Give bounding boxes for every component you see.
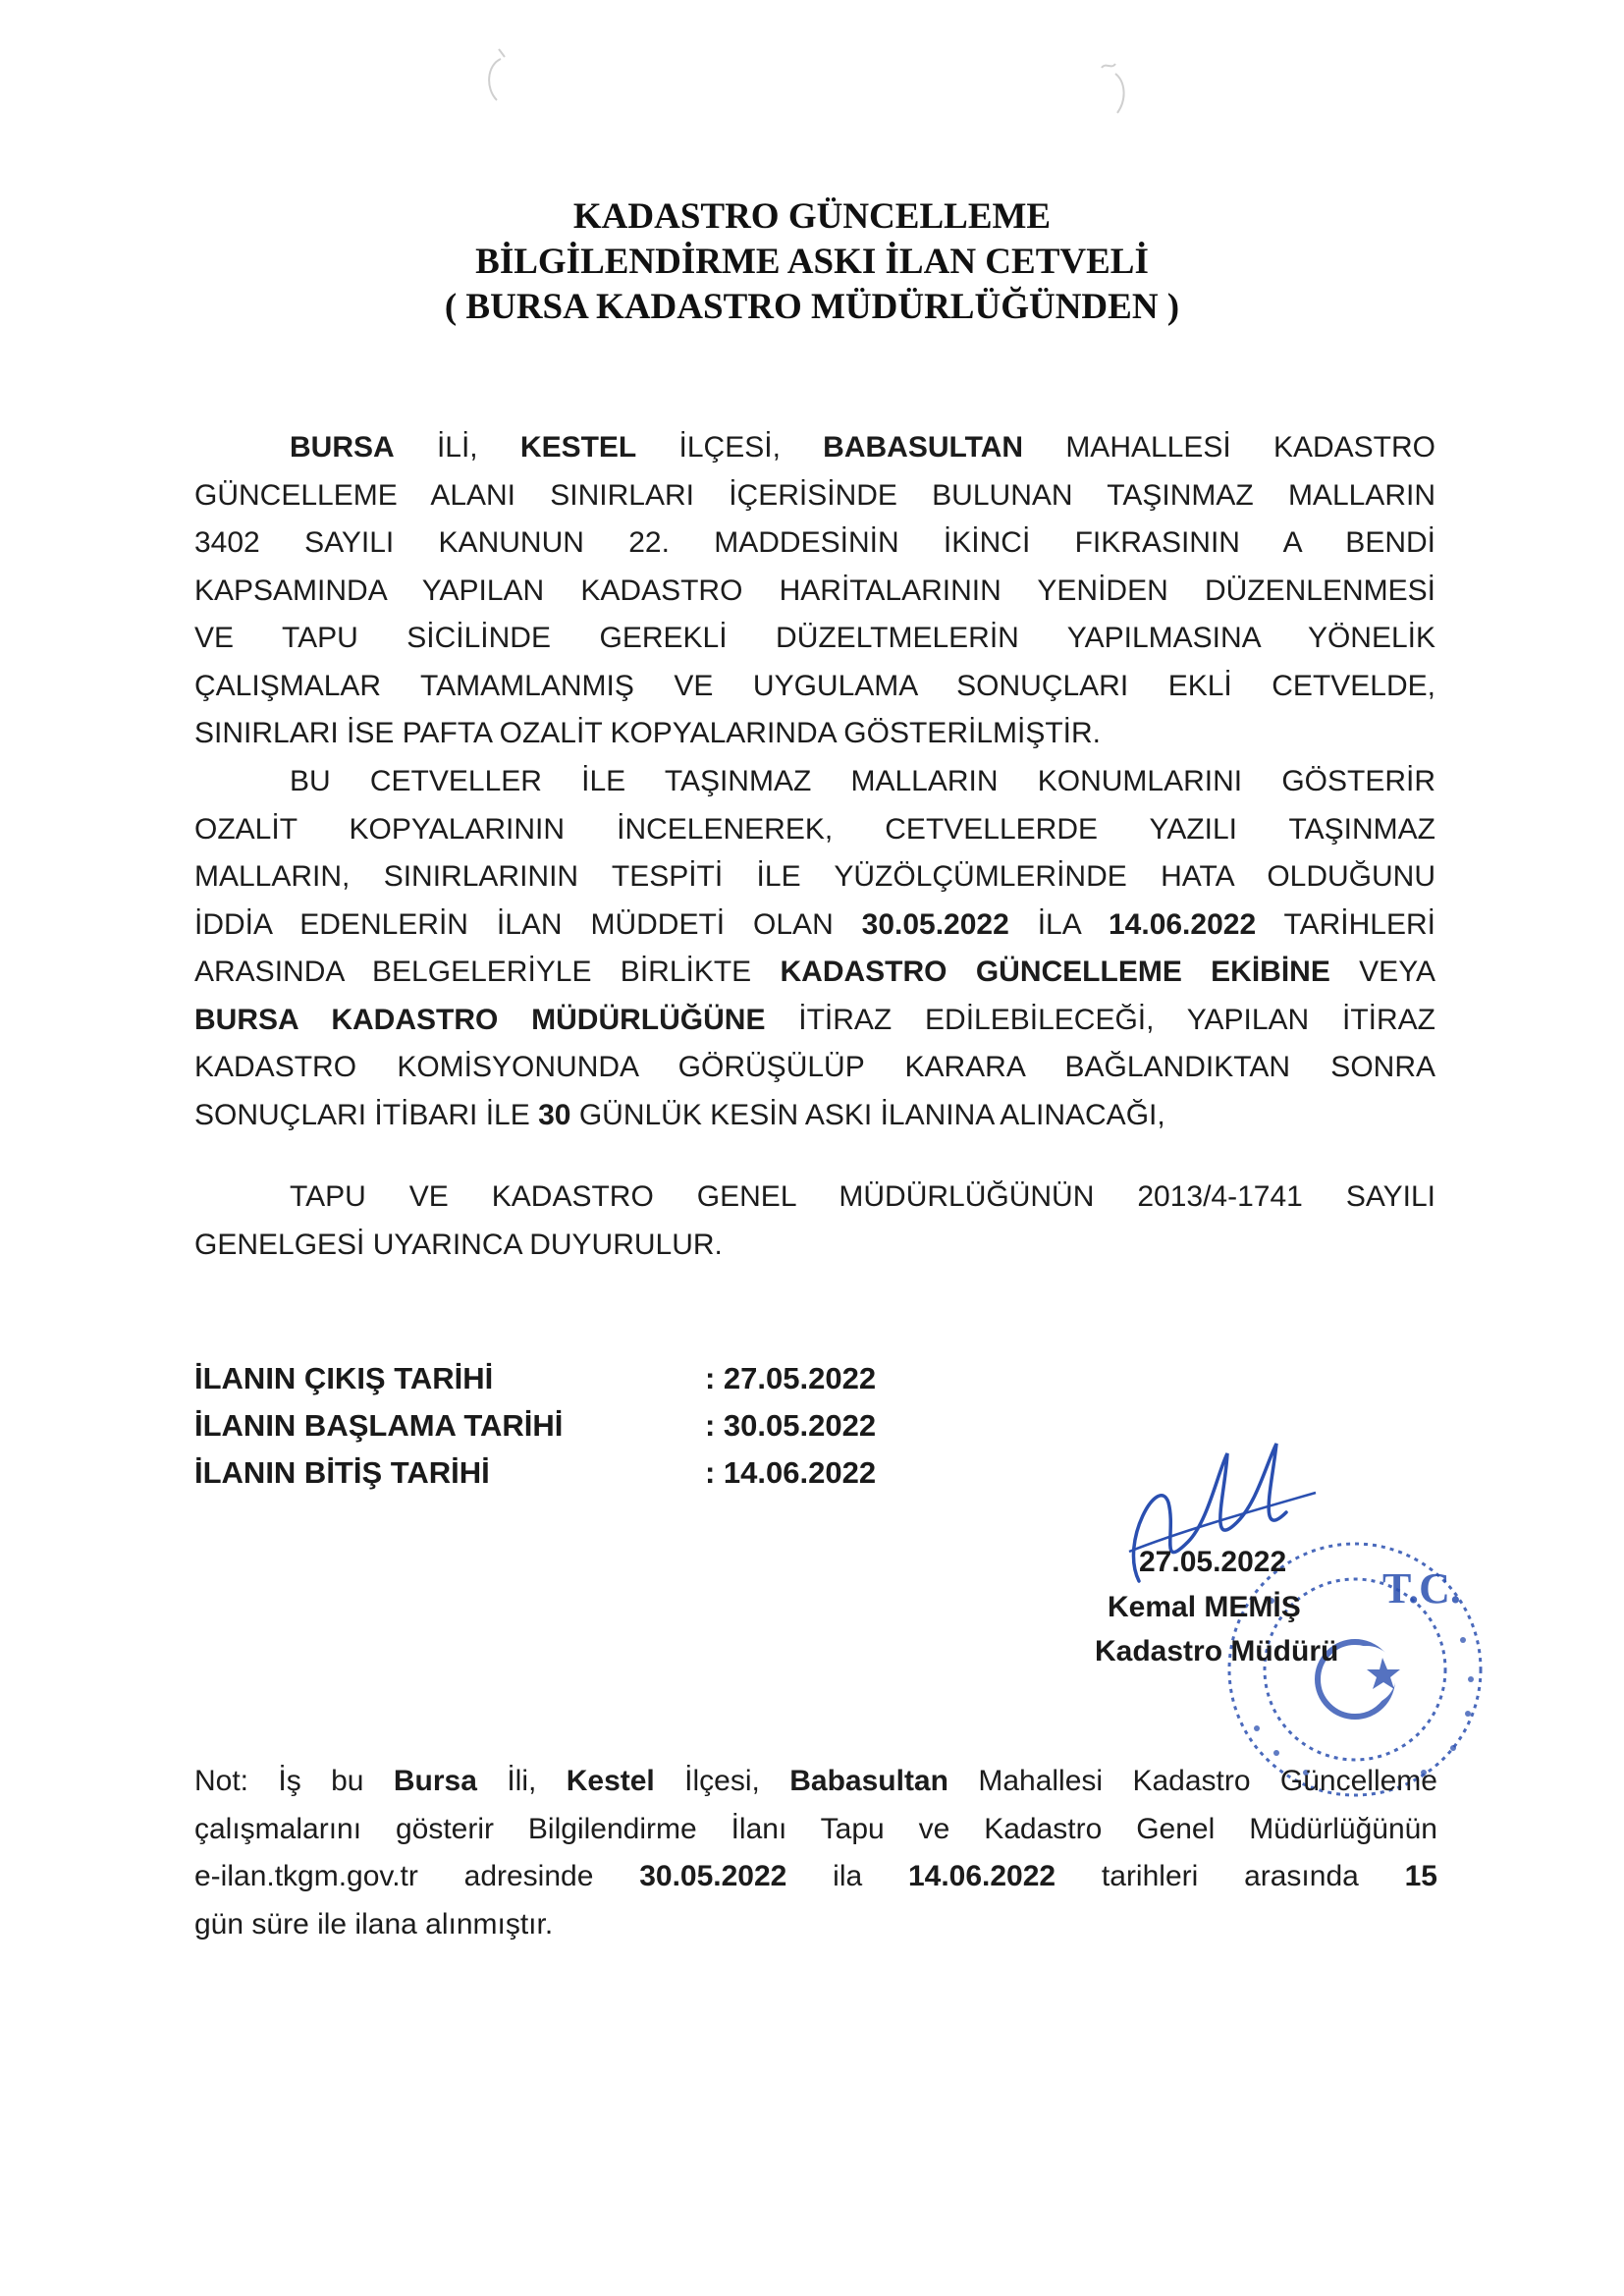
note-line: e-ilan.tkgm.gov.tr adresinde 30.05.2022 ila 14.06.2022 tarihleri arasında 15 [194,1860,1437,1892]
paragraph-line: SONUÇLARI İTİBARI İLE 30 GÜNLÜK KESİN ASKI İLANINA ALINACAĞI, [194,1098,1165,1131]
paragraph-line: KAPSAMINDA YAPILAN KADASTRO HARİTALARININ YENİDEN DÜZENLENMESİ [194,574,1435,607]
paragraph-line: 3402 SAYILI KANUNUN 22. MADDESİNİN İKİNCİ FIKRASININ A BENDİ [194,526,1435,559]
note-il: Bursa [393,1765,477,1797]
directorate-name: BURSA KADASTRO MÜDÜRLÜĞÜNE [194,1003,766,1036]
stamp-text: T.C. [1382,1564,1461,1613]
note-ilce: Kestel [566,1765,655,1797]
paragraph-line: BURSA İLİ, KESTEL İLÇESİ, BABASULTAN MAHALLESİ KADASTRO [290,431,1435,464]
paragraph-line: KADASTRO KOMİSYONUNDA GÖRÜŞÜLÜP KARARA BAĞLANDIKTAN SONRA [194,1051,1435,1083]
paragraph-line: MALLARIN, SINIRLARININ TESPİTİ İLE YÜZÖLÇÜMLERİNDE HATA OLDUĞUNU [194,860,1435,893]
note-days: 15 [1404,1860,1437,1892]
signatory-name: Kemal MEMİŞ [1108,1591,1301,1623]
date-value: : 14.06.2022 [705,1455,877,1490]
date-label: İLANIN BİTİŞ TARİHİ [194,1455,490,1490]
paragraph-line: ÇALIŞMALAR TAMAMLANMIŞ VE UYGULAMA SONUÇLARI EKLİ CETVELDE, [194,669,1435,702]
date-value: : 27.05.2022 [705,1361,877,1395]
team-name: KADASTRO GÜNCELLEME EKİBİNE [780,956,1330,988]
note-paragraph [194,1758,1437,1948]
signatory-title: Kadastro Müdürü [1095,1635,1339,1667]
objection-end-date: 14.06.2022 [1108,907,1257,941]
paragraph-line: İDDİA EDENLERİN İLAN MÜDDETİ OLAN 30.05.2022 İLA 14.06.2022 TARİHLERİ [194,907,1435,941]
paragraph-line: OZALİT KOPYALARININ İNCELENEREK, CETVELLERDE YAZILI TAŞINMAZ [194,812,1435,846]
date-label: İLANIN BAŞLAMA TARİHİ [194,1408,564,1443]
paragraph-line: BU CETVELLER İLE TAŞINMAZ MALLARIN KONUMLARINI GÖSTERİR [290,765,1435,797]
paragraph-line: ARASINDA BELGELERİYLE BİRLİKTE KADASTRO GÜNCELLEME EKİBİNE VEYA [194,956,1435,988]
document-title [0,194,1624,330]
notice-dates [194,1355,941,1497]
punch-hole-mark-right [1088,54,1147,123]
date-row-issue [194,1355,941,1402]
paragraph-circular [194,1174,1435,1269]
punch-hole-mark-left [471,39,530,108]
note-line: gün süre ile ilana alınmıştır. [194,1907,554,1941]
paragraph-line: BURSA KADASTRO MÜDÜRLÜĞÜNE İTİRAZ EDİLEBİLECEĞİ, YAPILAN İTİRAZ [194,1003,1435,1036]
paragraph-line: GENELGESİ UYARINCA DUYURULUR. [194,1228,723,1261]
objection-start-date: 30.05.2022 [861,907,1009,941]
title-line-2: BİLGİLENDİRME ASKI İLAN CETVELİ [475,242,1149,282]
date-label: İLANIN ÇIKIŞ TARİHİ [194,1361,494,1395]
date-value: : 30.05.2022 [705,1408,877,1443]
paragraph-line: GÜNCELLEME ALANI SINIRLARI İÇERİSİNDE BULUNAN TAŞINMAZ MALLARIN [194,478,1435,512]
paragraph-announcement [194,424,1435,758]
mahalle-name: BABASULTAN [823,431,1024,464]
note-start-date: 30.05.2022 [639,1860,787,1892]
paragraph-objection [194,758,1435,1139]
ilce-name: KESTEL [519,431,637,464]
note-line: Not: İş bu Bursa İli, Kestel İlçesi, Babasultan Mahallesi Kadastro Güncelleme [194,1765,1437,1797]
paragraph-line: VE TAPU SİCİLİNDE GEREKLİ DÜZELTMELERİN YAPILMASINA YÖNELİK [194,622,1435,654]
paragraph-line: SINIRLARI İSE PAFTA OZALİT KOPYALARINDA GÖSTERİLMİŞTİR. [194,717,1101,749]
il-name: BURSA [290,431,395,464]
title-line-3: ( BURSA KADASTRO MÜDÜRLÜĞÜNDEN ) [444,287,1180,327]
note-line: çalışmalarını gösterir Bilgilendirme İlanı Tapu ve Kadastro Genel Müdürlüğünün [194,1812,1437,1845]
date-row-end [194,1449,941,1497]
note-mahalle: Babasultan [789,1765,948,1797]
signature-date: 27.05.2022 [1139,1546,1287,1578]
paragraph-line: TAPU VE KADASTRO GENEL MÜDÜRLÜĞÜNÜN 2013/4-1741 SAYILI [290,1180,1435,1213]
date-row-start [194,1402,941,1449]
title-line-1: KADASTRO GÜNCELLEME [572,196,1052,237]
note-end-date: 14.06.2022 [907,1860,1056,1892]
final-notice-days: 30 [538,1098,571,1131]
